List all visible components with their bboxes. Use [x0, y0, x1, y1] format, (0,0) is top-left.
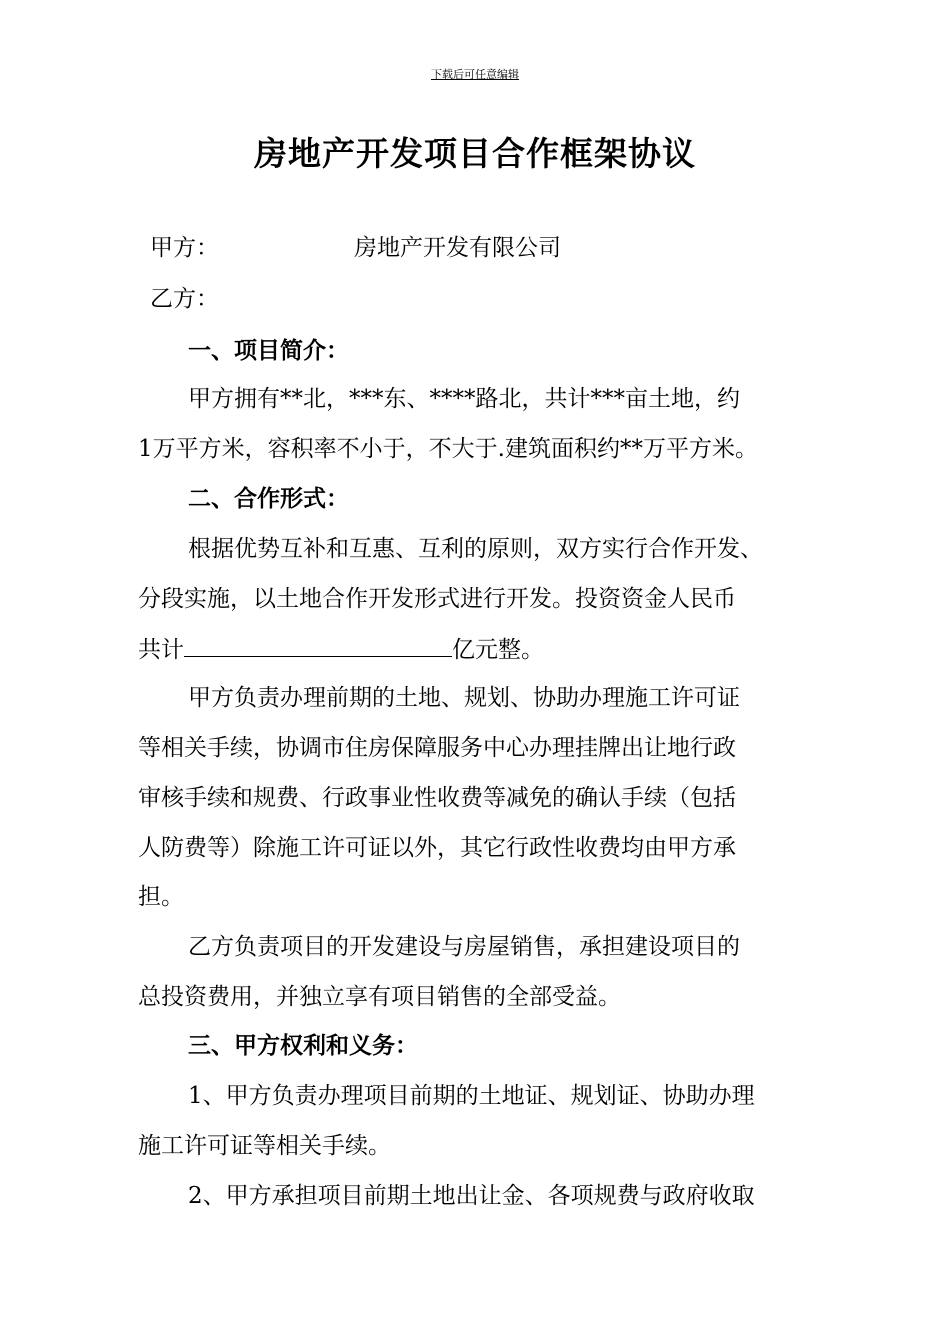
section2-amount-line: [138, 634, 544, 665]
section2-para2-line: 人防费等）除施工许可证以外，其它行政性收费均由甲方承: [138, 835, 736, 861]
amount-blank[interactable]: [184, 634, 452, 657]
section2-para2-line: 担。: [138, 884, 184, 910]
header-note: 下载后可任意编辑: [431, 68, 519, 81]
section2-para2-line: 等相关手续，协调市住房保障服务中心办理挂牌出让地行政: [138, 735, 736, 761]
section2-para3-line: 总投资费用，并独立享有项目销售的全部受益。: [138, 984, 621, 1010]
party-a-value: 房地产开发有限公司: [354, 235, 561, 261]
party-a-label: 甲方：: [150, 235, 219, 261]
document-title: 房地产开发项目合作框架协议: [254, 134, 696, 173]
party-b-label: 乙方：: [150, 286, 219, 312]
section2-para1-line: 根据优势互补和互惠、互利的原则，双方实行合作开发、: [188, 536, 763, 562]
section2-para2-line: 审核手续和规费、行政事业性收费等减免的确认手续（包括: [138, 785, 736, 811]
section1-heading: 一、项目简介：: [188, 338, 349, 364]
amount-suffix: 亿元整。: [452, 637, 544, 663]
section2-para2-line: 甲方负责办理前期的土地、规划、协助办理施工许可证: [188, 685, 740, 711]
section2-para3-line: 乙方负责项目的开发建设与房屋销售，承担建设项目的: [188, 934, 740, 960]
section3-item2-line: 2、甲方承担项目前期土地出让金、各项规费与政府收取: [188, 1183, 755, 1209]
section2-para1-line: 分段实施，以土地合作开发形式进行开发。投资资金人民币: [138, 586, 736, 612]
section3-item1-line: 1、甲方负责办理项目前期的土地证、规划证、协助办理: [188, 1083, 755, 1109]
amount-prefix: 共计: [138, 637, 184, 663]
section3-item1-line: 施工许可证等相关手续。: [138, 1133, 391, 1159]
section1-line: 1万平方米，容积率不小于，不大于.建筑面积约**万平方米。: [138, 436, 758, 462]
section2-heading: 二、合作形式：: [188, 486, 349, 512]
section1-line: 甲方拥有**北，***东、****路北，共计***亩土地，约: [188, 386, 740, 412]
section3-heading: 三、甲方权利和义务：: [188, 1033, 418, 1059]
